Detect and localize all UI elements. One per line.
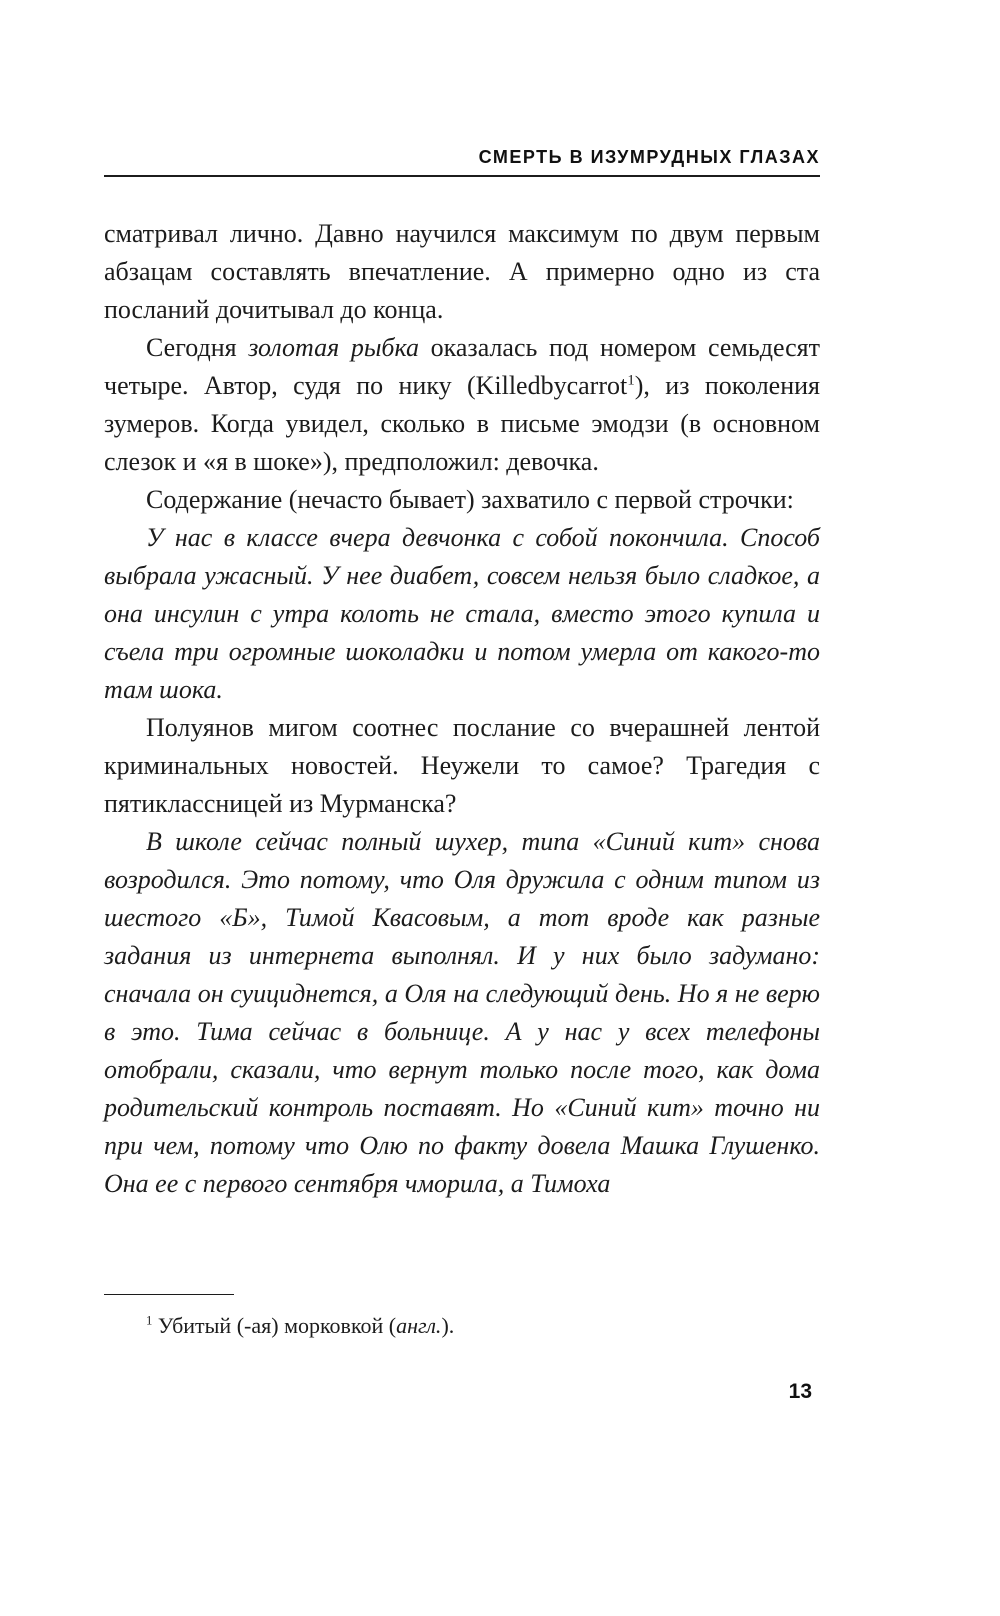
running-head [104, 146, 820, 177]
body-text [104, 215, 820, 1203]
paragraph [104, 709, 820, 823]
text-run: англ. [396, 1313, 442, 1338]
footnote-rule [104, 1294, 234, 1295]
footnote-block [104, 1294, 820, 1341]
header-rule [104, 175, 820, 177]
text-run: Содержание (нечасто бывает) захватило с первой строчки: [146, 485, 794, 514]
chapter-title: СМЕРТЬ В ИЗУМРУДНЫХ ГЛАЗАХ [478, 147, 820, 167]
footnote [104, 1311, 820, 1341]
text-run: сматривал лично. Давно научился максимум по двум первым абзацам составлять впечатление. А примерно одно из ста посланий дочитывал до конца. [104, 219, 820, 324]
text-run: Полуянов мигом соотнес послание со вчерашней лентой криминальных новостей. Неужели то самое? Трагедия с пятиклассницей из Мурманска? [104, 713, 820, 818]
footnote-reference: 1 [627, 372, 635, 389]
text-run: ), из поколения зумеров. Когда увидел, сколько в письме эмодзи (в основном слезок и «я в шоке»), предположил: девочка. [104, 371, 821, 476]
text-run: ). [441, 1313, 455, 1338]
footnote-text [152, 1313, 454, 1338]
paragraph [104, 329, 820, 481]
text-run: В школе сейчас полный шухер, типа «Синий кит» снова возродился. Это потому, что Оля дружила с одним типом из шестого «Б», Тимой Квасовым, а тот вроде как разные задания из интернета выполнял. И у них было задумано: сначала он суициднется, а Оля на следующий день. Но я не верю в это. Тима сейчас в больнице. А у нас у всех телефоны отобрали, сказали, что вернут только после того, как дома родительский контроль поставят. Но «Синий кит» точно ни при чем, потому что Олю по факту довела Машка Глушенко. Она ее с первого сентября чморила, а Тимоха [104, 827, 820, 1198]
text-run: Сегодня [146, 333, 249, 362]
text-run: золотая рыбка [248, 333, 420, 362]
book-page [104, 0, 820, 1616]
text-run: оказалась под номером семьдесят четыре. Автор, судя по нику (Killedbycarrot [104, 333, 820, 400]
paragraph [104, 823, 820, 1203]
text-run: У нас в классе вчера девчонка с собой покончила. Способ выбрала ужасный. У нее диабет, совсем нельзя было сладкое, а она инсулин с утра колоть не стала, вместо этого купила и съела три огромные шоколадки и потом умерла от какого-то там шока. [104, 523, 820, 704]
text-run: Убитый (-ая) морковкой ( [152, 1313, 397, 1338]
footnote-marker: 1 [146, 1313, 153, 1328]
paragraph [104, 519, 820, 709]
page-number: 13 [788, 1380, 812, 1403]
paragraph [104, 215, 820, 329]
paragraph [104, 481, 820, 519]
